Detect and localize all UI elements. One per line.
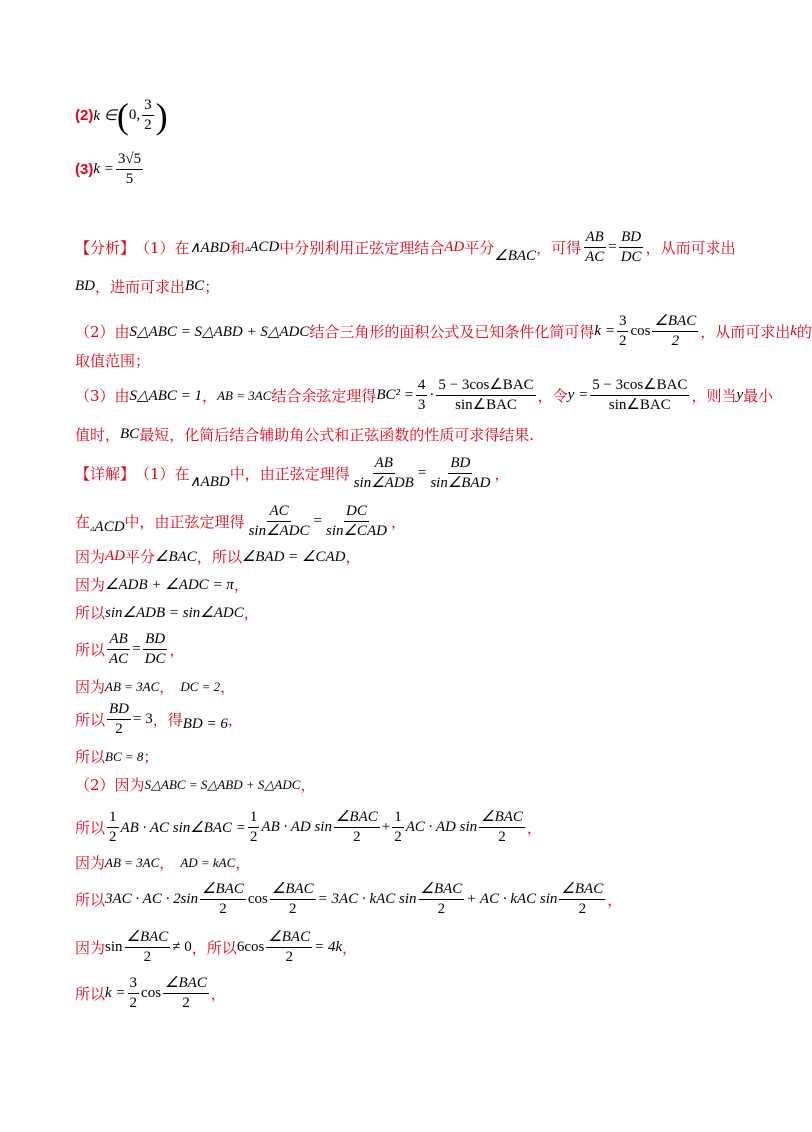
expr: + AC · kAC sin: [466, 891, 558, 907]
fraction-half: $\frac{1}{2}$: [394, 809, 402, 845]
solution-line-10: [75, 774, 315, 795]
segment-bc: BC: [120, 426, 140, 442]
bc-squared: BC² =: [376, 387, 414, 403]
expr: 3AC · AC · 2sin: [105, 891, 199, 907]
fraction-angle-2: ∠BAC 2: [268, 929, 311, 965]
equals: =: [608, 239, 617, 255]
k-equals: k =: [594, 323, 615, 339]
equals-3: = 3: [133, 711, 153, 727]
text: 所以: [75, 891, 106, 909]
cos: cos: [247, 891, 268, 907]
text: 结合三角形的面积公式及已知条件化简可得: [309, 323, 595, 341]
text: 所以: [75, 604, 106, 622]
dot: ·: [429, 387, 435, 403]
text: ，: [235, 854, 251, 872]
fraction-bd-dc: $\frac{BD}{DC}$: [620, 229, 642, 265]
text: ，: [607, 891, 623, 909]
fraction-ab-ac: $\frac{AB}{AC}$: [109, 631, 129, 667]
answer-2-expr: k ∈: [93, 108, 117, 124]
text: ，从而可求出: [700, 323, 791, 341]
answer-2-zero: 0,: [128, 107, 141, 123]
analysis-line-3: [75, 312, 812, 351]
ab-equals-3ac: AB = 3AC: [105, 678, 160, 694]
segment-ad: AD: [105, 548, 126, 564]
plus: +: [381, 819, 391, 835]
area-equation: S△ABC = S△ABD + S△ADC: [144, 776, 301, 792]
fraction-angle-2: ∠BAC 2: [165, 975, 207, 1011]
text: ，则当: [691, 387, 737, 405]
fraction-4-3: $\frac{4}{3}$: [417, 377, 426, 413]
text: ，所以: [191, 939, 237, 957]
fraction-bd-2: $\frac{BD}{2}$: [109, 701, 130, 737]
text: 平分: [125, 548, 156, 566]
fraction-ab-sin: AB sin∠ADB: [353, 455, 414, 491]
fraction-angle-2: ∠BAC 2: [271, 881, 314, 917]
fraction-half: $\frac{1}{2}$: [249, 809, 258, 845]
sine-equation: sin∠ADB = sin∠ADC: [105, 605, 244, 621]
text: 所以: [75, 985, 106, 1003]
answer-3: [75, 150, 145, 189]
fraction-3-2: $\frac{3}{2}$: [618, 313, 627, 349]
text: 中分别利用正弦定理结合: [279, 239, 445, 257]
close-paren: ): [155, 95, 168, 136]
text: 因为: [75, 576, 106, 594]
segment-bd: BD: [75, 278, 95, 294]
angle-bac: ∠BAC: [155, 549, 197, 565]
area-expr: AC · AD sin: [405, 819, 478, 835]
text: 因为: [75, 939, 106, 957]
text: ；: [143, 748, 159, 766]
cos: cos: [630, 323, 651, 339]
ad-equals-kac: AD = kAC: [180, 854, 236, 870]
text: ，所以: [196, 548, 242, 566]
text: 因为: [75, 678, 106, 696]
text: ，令: [537, 387, 568, 405]
six-cos: 6cos: [236, 939, 265, 955]
text: 所以: [75, 819, 106, 837]
analysis-line-1: [75, 228, 736, 267]
k: k: [790, 323, 797, 339]
text: 取值范围；: [75, 352, 151, 370]
solution-line-1: [75, 454, 509, 493]
text: ，: [169, 641, 185, 659]
text: ，: [159, 854, 175, 872]
text: 结合余弦定理得: [271, 387, 377, 405]
solution-line-4: [75, 574, 249, 595]
fraction-y-expr: 5 − 3cos∠BAC sin∠BAC: [592, 377, 688, 413]
area-expr: AB · AC sin∠BAC =: [120, 820, 246, 836]
cos: cos: [141, 985, 162, 1001]
fraction-angle-2: ∠BAC 2: [654, 313, 697, 349]
not-zero: ≠ 0: [172, 939, 192, 955]
bd-equals-6: BD = 6: [182, 716, 228, 732]
expr: = 3AC · kAC sin: [317, 891, 417, 907]
text: ，从而可求出: [645, 239, 736, 257]
solution-line-5: [75, 602, 259, 623]
text: ，进而可求出: [95, 278, 186, 296]
area-equation: S△ABC = S△ABD + S△ADC: [129, 324, 310, 340]
text: ，: [342, 939, 358, 957]
text: ，: [210, 985, 226, 1003]
text: 所以: [75, 711, 106, 729]
solution-line-14: [75, 928, 357, 967]
fraction-3-2: 3 2: [144, 97, 152, 133]
text: ，: [494, 465, 510, 483]
text: 因为: [75, 548, 106, 566]
fraction-angle-2: ∠BAC 2: [335, 809, 378, 845]
fraction-angle-2: ∠BAC 2: [420, 881, 463, 917]
fraction-angle-2: ∠BAC 2: [561, 881, 604, 917]
analysis-tag: 【分析】: [75, 239, 136, 257]
angle-equation: ∠BAD = ∠CAD: [241, 549, 346, 565]
solution-line-11: [75, 808, 542, 847]
equals: =: [417, 465, 427, 481]
solution-line-15: [75, 974, 226, 1013]
solution-line-6: [75, 630, 185, 669]
text: ，: [243, 604, 259, 622]
text: ，: [202, 387, 218, 405]
fraction-3sqrt5-5: $\frac{3√5}{5}$: [117, 151, 142, 187]
triangle-acd: ▵ACD: [90, 519, 125, 535]
fraction-angle-2: ∠BAC 2: [481, 809, 523, 845]
solution-line-9: [75, 746, 158, 767]
text: 所以: [75, 641, 106, 659]
solution-line-3: [75, 546, 361, 567]
equals: =: [132, 641, 141, 657]
bc-equals-8: BC = 8: [105, 748, 144, 764]
fraction-bd-sin: BD sin∠BAD: [430, 455, 491, 491]
text: ，: [526, 819, 542, 837]
segment-bc: BC: [185, 278, 205, 294]
text: 因为: [75, 854, 106, 872]
analysis-line-6: [75, 424, 534, 445]
fraction-3-2: $\frac{3}{2}$: [129, 975, 138, 1011]
text: ，可得: [536, 239, 582, 257]
text: ，: [390, 513, 406, 531]
text: （1）在: [135, 465, 190, 483]
analysis-line-5: [75, 376, 773, 415]
fraction-angle-2: ∠BAC 2: [126, 929, 169, 965]
text: ，: [345, 548, 361, 566]
y: y: [736, 387, 744, 403]
text: ，: [227, 711, 243, 729]
solution-line-12: [75, 852, 250, 873]
fraction-ab-ac: $\frac{AB}{AC}$: [585, 229, 605, 265]
text: 最短，化简后结合辅助角公式和正弦函数的性质可求得结果.: [139, 426, 534, 444]
dc-equals-2: DC = 2: [180, 678, 221, 694]
answer-3-expr: k =: [93, 161, 114, 177]
text: 的: [796, 323, 812, 341]
solution-line-7: [75, 676, 235, 697]
ab-equals-3ac: AB = 3AC: [105, 854, 160, 870]
triangle-abd: ∧ABD: [189, 240, 230, 256]
answer-2-label: (2): [75, 107, 94, 124]
equals: =: [313, 513, 322, 529]
ab-equals-3ac: AB = 3AC: [217, 387, 272, 403]
segment-ad: AD: [444, 239, 465, 255]
answer-2: [75, 96, 168, 135]
answer-3-label: (3): [75, 161, 94, 178]
text: 中，由正弦定理得: [229, 465, 350, 483]
text: （1）在: [135, 239, 190, 257]
fraction-cosine-expr: 5 − 3cos∠BAC sin∠BAC: [438, 377, 534, 413]
analysis-line-2: [75, 276, 219, 297]
text: （3）由: [75, 387, 130, 405]
angle-bac: ∠BAC: [494, 248, 537, 264]
fraction-half: 1 2: [109, 809, 117, 845]
triangle-acd: ▵ACD: [244, 239, 280, 255]
y-equals: y =: [567, 387, 589, 403]
solution-line-2: [75, 502, 406, 541]
fraction-bd-dc: $\frac{BD}{DC}$: [144, 631, 166, 667]
k-equals: k =: [105, 985, 126, 1001]
text: （2）因为: [75, 776, 145, 794]
angle-sum-equation: ∠ADB + ∠ADC = π: [105, 577, 234, 593]
area-equals-1: S△ABC = 1: [129, 388, 203, 404]
text: 最小: [743, 387, 774, 405]
text: 中，由正弦定理得: [124, 513, 245, 531]
solution-tag: 【详解】: [75, 465, 136, 483]
sin: sin: [105, 939, 123, 955]
text: 所以: [75, 748, 106, 766]
fraction-angle-2: ∠BAC 2: [202, 881, 244, 917]
text: ，: [300, 776, 316, 794]
text: （2）由: [75, 323, 130, 341]
text: 和: [229, 239, 245, 257]
open-paren: (: [116, 95, 129, 136]
text: ，: [159, 678, 175, 696]
analysis-line-4: [75, 350, 150, 371]
solution-line-13: [75, 880, 622, 919]
triangle-abd: ∧ABD: [189, 474, 230, 490]
text: 平分: [464, 239, 495, 257]
text: 值时，: [75, 426, 121, 444]
equals-4k: = 4k: [314, 939, 343, 955]
solution-line-8: [75, 700, 243, 739]
area-expr: AB · AD sin: [261, 819, 332, 835]
text: ，得: [152, 711, 183, 729]
text: ；: [204, 278, 220, 296]
text: ，: [220, 678, 236, 696]
text: ，: [233, 576, 249, 594]
fraction-ac-sin: AC sin∠ADC: [248, 503, 310, 539]
text: 在: [75, 513, 91, 531]
fraction-dc-sin: DC sin∠CAD: [325, 503, 387, 539]
